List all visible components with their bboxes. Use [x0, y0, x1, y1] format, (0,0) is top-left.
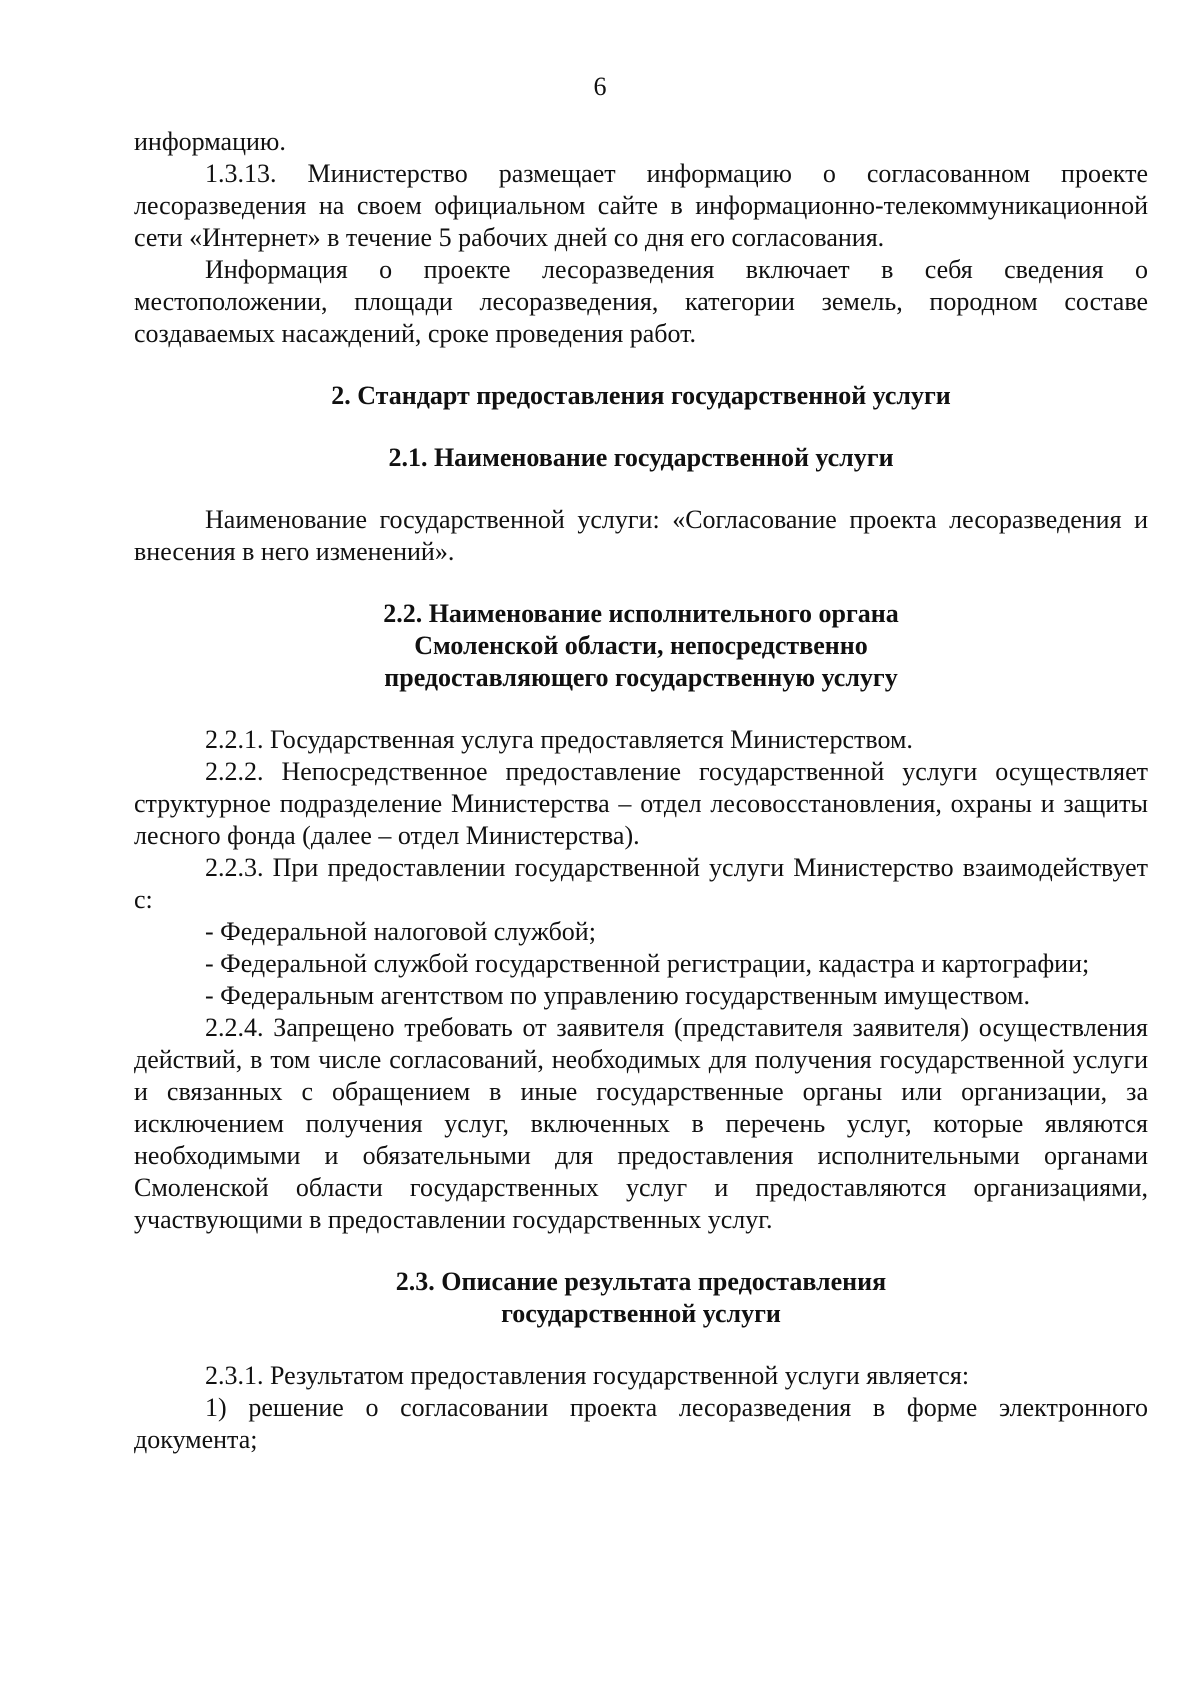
- section-2-3-heading-line1: 2.3. Описание результата предоставления: [395, 1267, 887, 1296]
- section-2-3-heading-line2: государственной услуги: [501, 1299, 781, 1328]
- section-2-2-heading: [134, 598, 1148, 694]
- paragraph-result-1: 1) решение о согласовании проекта лесоразведения в форме электронного документа;: [134, 1393, 1148, 1454]
- list-item: - Федеральным агентством по управлению государственным имуществом.: [205, 981, 1030, 1010]
- list-item: - Федеральной службой государственной регистрации, кадастра и картографии;: [205, 949, 1090, 978]
- intro-paragraph-continuation: информацию.: [134, 127, 286, 156]
- section-2-3-heading: [134, 1266, 1148, 1330]
- section-2-2-heading-line1: 2.2. Наименование исполнительного органа: [383, 599, 899, 628]
- paragraph-2-2-3: 2.2.3. При предоставлении государственной услуги Министерство взаимодействует с:: [134, 853, 1148, 914]
- paragraph-project-info: Информация о проекте лесоразведения включает в себя сведения о местоположении, площади лесоразведения, категории земель, породном составе создаваемых насаждений, сроке проведения работ.: [134, 255, 1148, 348]
- section-2-1-heading: 2.1. Наименование государственной услуги: [388, 443, 894, 472]
- paragraph-2-3-1: 2.3.1. Результатом предоставления государственной услуги является:: [205, 1361, 970, 1390]
- paragraph-2-2-2: 2.2.2. Непосредственное предоставление государственной услуги осуществляет структурное подразделение Министерства – отдел лесовосстановления, охраны и защиты лесного фонда (далее – отдел Министерства).: [134, 757, 1148, 850]
- section-2-2-heading-line3: предоставляющего государственную услугу: [384, 663, 898, 692]
- list-item: - Федеральной налоговой службой;: [205, 917, 596, 946]
- section-2-2-heading-line2: Смоленской области, непосредственно: [414, 631, 868, 660]
- paragraph-2-2-1: 2.2.1. Государственная услуга предоставляется Министерством.: [205, 725, 913, 754]
- paragraph-1-3-13: 1.3.13. Министерство размещает информацию о согласованном проекте лесоразведения на своем официальном сайте в информационно-телекоммуникационной сети «Интернет» в течение 5 рабочих дней со дня его согласования.: [134, 159, 1148, 252]
- document-body: [134, 126, 1148, 1456]
- paragraph-2-2-4: 2.2.4. Запрещено требовать от заявителя (представителя заявителя) осуществления действий, в том числе согласований, необходимых для получения государственной услуги и связанных с обращением в иные государственные органы или организации, за исключением получения услуг, включенных в перечень услуг, которые являются необходимыми и обязательными для предоставления исполнительными органами Смоленской области государственных услуг и предоставляются организациями, участвующими в предоставлении государственных услуг.: [134, 1013, 1148, 1234]
- section-2-heading: 2. Стандарт предоставления государственной услуги: [331, 381, 951, 410]
- page-number: 6: [593, 72, 607, 101]
- paragraph-service-name: Наименование государственной услуги: «Согласование проекта лесоразведения и внесения в него изменений».: [134, 505, 1148, 566]
